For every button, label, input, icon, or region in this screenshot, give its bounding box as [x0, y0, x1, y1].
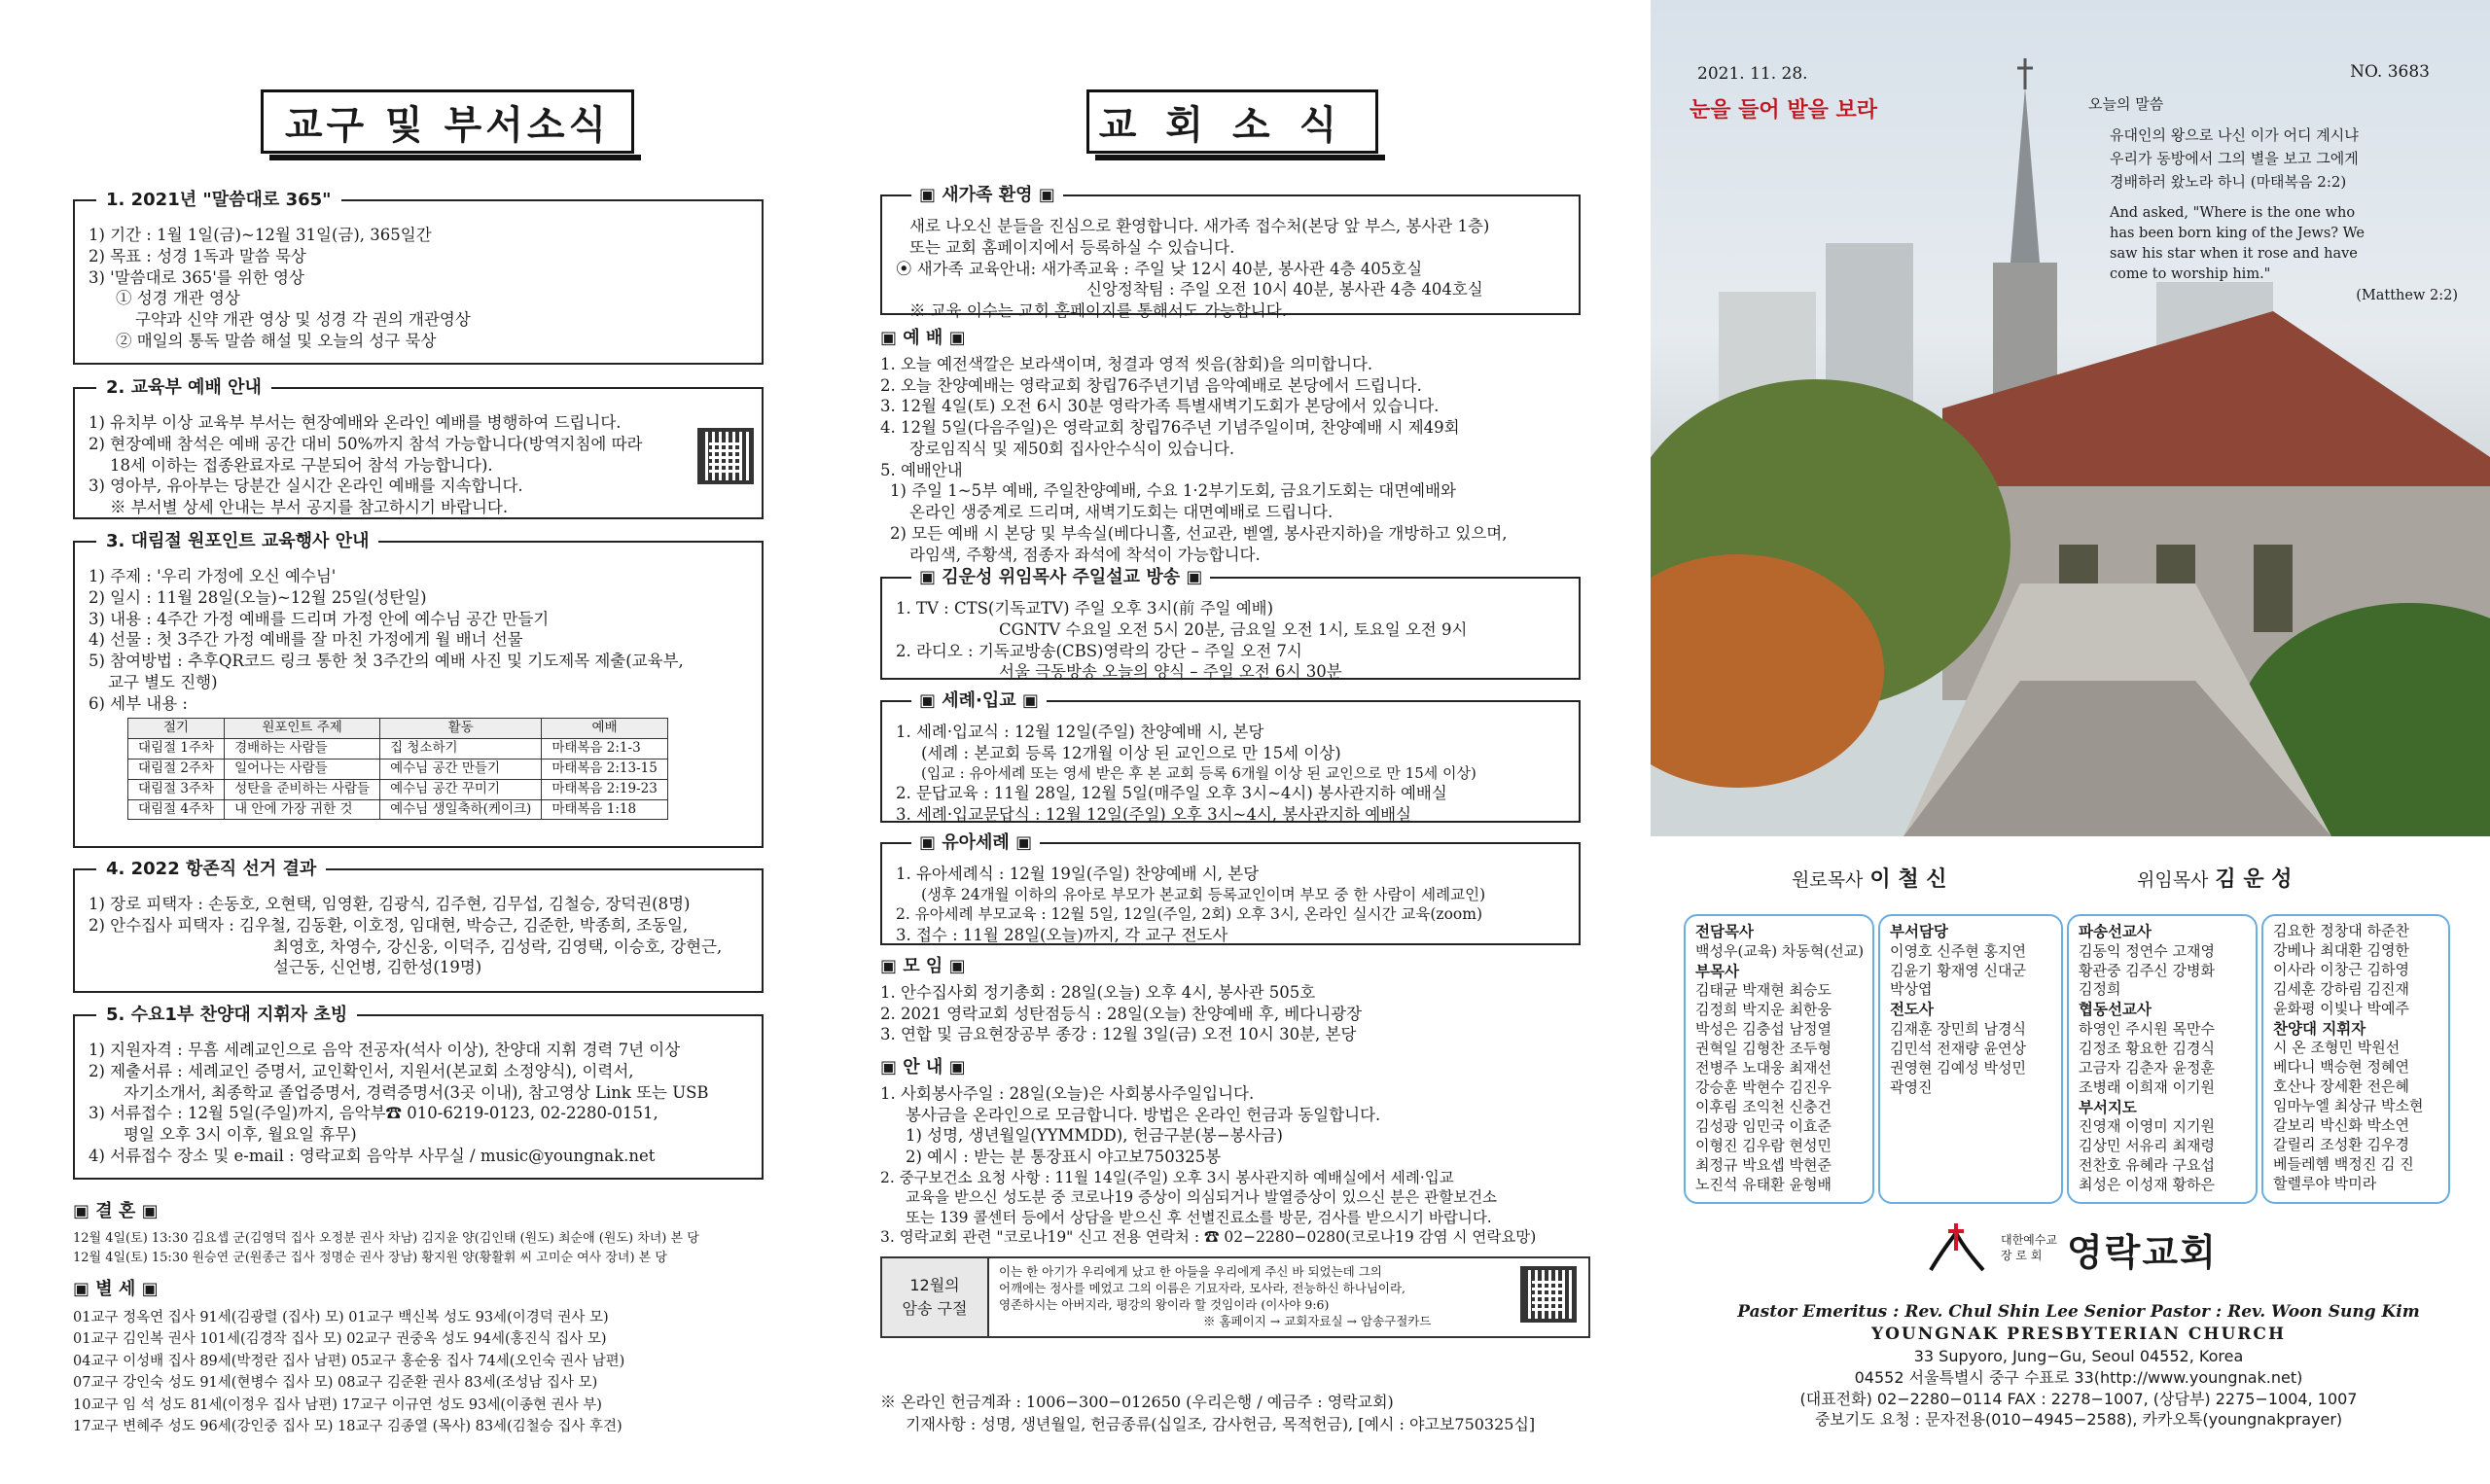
- text-line: 우리가 동방에서 그의 별을 보고 그에게: [2110, 150, 2359, 167]
- text-line: 온라인 생중계로 드리며, 새벽기도회는 대면예배로 드립니다.: [909, 503, 1334, 522]
- table-cell: 대림절 3주차: [128, 779, 225, 799]
- section-title: ▣ 별 세 ▣: [73, 1279, 159, 1299]
- section-meetings: [880, 955, 1590, 1045]
- text-line: 4. 12월 5일(다음주일)은 영락교회 창립76주년 기념주일이며, 찬양예배 시 제49회: [880, 418, 1460, 438]
- table-header: 활동: [380, 719, 542, 739]
- staff-names: 김재훈 장민희 남경식: [1890, 1020, 2026, 1039]
- staff-names: 베들레헴 백정진 김 진: [2273, 1154, 2414, 1173]
- table-cell: 대림절 2주차: [128, 759, 225, 779]
- section-broadcast: [880, 567, 1581, 682]
- section-title: 4. 2022 항존직 선거 결과: [96, 858, 326, 881]
- section-title: 5. 수요1부 찬양대 지휘자 초빙: [96, 1004, 357, 1027]
- section-title: ▣ 안 내 ▣: [880, 1057, 966, 1078]
- text-line: 3) '말씀대로 365'를 위한 영상: [89, 267, 304, 287]
- middle-column: [880, 0, 1590, 1484]
- logo-denomination: [2001, 1233, 2057, 1263]
- staff-names: 권영현 김예성 박성민: [1890, 1058, 2026, 1077]
- table-row: [128, 779, 668, 799]
- section-election: [73, 859, 764, 993]
- text-line: 봉사금을 온라인으로 모금합니다. 방법은 온라인 헌금과 동일합니다.: [906, 1105, 1381, 1124]
- text-line: 2. 문답교육 : 11월 28일, 12월 5일(매주일 오후 3시~4시) 봉사관지하 예배실: [896, 784, 1447, 803]
- staff-names: 권혁일 김형찬 조두형: [1695, 1039, 1832, 1057]
- staff-names: 이영호 신주현 홍지연: [1890, 941, 2026, 960]
- text-line: 교육을 받으신 성도분 중 코로나19 증상이 의심되거나 발열증상이 있으신 분은 관할보건소: [906, 1188, 1498, 1207]
- staff-names: 김민석 전재량 윤연상: [1890, 1039, 2026, 1057]
- church-logo: [1923, 1221, 2218, 1276]
- section-title: 3. 대림절 원포인트 교육행사 안내: [96, 530, 378, 553]
- staff-names: 김정희: [2079, 980, 2121, 999]
- text-line: 1. 사회봉사주일 : 28일(오늘)은 사회봉사주일입니다.: [880, 1083, 1255, 1103]
- label: 위임목사: [2137, 869, 2209, 891]
- text-line: saw his star when it rose and have: [2110, 246, 2358, 263]
- text-line: 1) 기간 : 1월 1일(금)~12월 31일(금), 365일간: [89, 226, 432, 244]
- text-line: 또는 139 콜센터 등에서 상담을 받으신 후 선별진료소를 방문, 검사를 받으시기 바랍니다.: [906, 1208, 1492, 1226]
- text-line: 영존하시는 아버지라, 평강의 왕이라 할 것임이라 (이사야 9:6): [999, 1296, 1330, 1312]
- staff-names: 김상민 서유리 최재령: [2079, 1137, 2215, 1155]
- section-newcomer: [880, 185, 1581, 321]
- issue-number: NO. 3683: [2350, 62, 2430, 82]
- staff-names: 곽영진: [1890, 1078, 1933, 1096]
- text-line: 1. TV : CTS(기독교TV) 주일 오후 3시(前 주일 예배): [896, 599, 1274, 618]
- staff-directory: [1684, 914, 2450, 1204]
- list-item: 01교구 정옥연 집사 91세(김광렬 (집사) 모) 01교구 백신복 성도 93세(이경덕 권사 모): [73, 1309, 609, 1325]
- text-line: 구약과 신약 개관 영상 및 성경 각 권의 개관영상: [135, 310, 471, 330]
- text-line: ※ 온라인 헌금계좌 : 1006−300−012650 (우리은행 / 예금주 : 영락교회): [880, 1393, 1394, 1411]
- table-cell: 마태복음 2:19-23: [542, 779, 668, 799]
- list-item: 07교구 강인숙 성도 91세(현병수 집사 모) 08교구 김준환 권사 83세(조성남 집사 모): [73, 1375, 598, 1392]
- text-line: 2. 중구보건소 요청 사항 : 11월 14일(주일) 오후 3시 봉사관지하 예배실에서 세례·입교: [880, 1168, 1454, 1186]
- section-notice: [880, 1056, 1590, 1248]
- staff-names: 김동익 정연수 고재영: [2079, 941, 2215, 960]
- text-line: 2) 제출서류 : 세례교인 증명서, 교인확인서, 지원서(본교회 소정양식), 이력서,: [89, 1061, 634, 1080]
- phone-info: (대표전화) 02−2280−0114 FAX : 2278−1007, (상담부) 2275−1004, 1007: [1799, 1389, 2358, 1408]
- table-cell: 성탄을 준비하는 사람들: [225, 779, 380, 799]
- staff-group: [1878, 914, 2063, 1204]
- text-line: 어깨에는 정사를 메었고 그의 이름은 기묘자라, 모사라, 전능하신 하나님이라,: [999, 1280, 1406, 1295]
- staff-names: 고금자 김춘자 윤정훈: [2079, 1058, 2215, 1077]
- church-photo: [1651, 0, 2490, 836]
- text-line: (생후 24개월 이하의 유아로 부모가 본교회 등록교인이며 부모 중 한 사람이 세례교인): [921, 885, 1486, 903]
- emeritus-pastor: [1792, 863, 1947, 893]
- staff-names: 조병래 이희재 이기원: [2079, 1078, 2215, 1096]
- text-line: 3. 접수 : 11월 28일(오늘)까지, 각 교구 전도사: [896, 925, 1228, 944]
- staff-names: 김요한 정창대 하준찬: [2273, 922, 2409, 939]
- section-worship: [880, 327, 1590, 565]
- offering-info: [880, 1391, 1535, 1435]
- staff-names: 갈릴리 조성환 김우경: [2273, 1135, 2409, 1153]
- section-advent-event: [73, 531, 764, 848]
- staff-group-title: 찬양대 지휘자: [2273, 1019, 2366, 1038]
- staff-group-title: 파송선교사: [2079, 923, 2152, 940]
- staff-group-title: 협동선교사: [2079, 1001, 2152, 1019]
- staff-names: 임마누엘 최상규 박소현: [2273, 1097, 2424, 1115]
- address-korean: 04552 서울특별시 중구 수표로 33(http://www.youngnak.net): [1854, 1367, 2303, 1387]
- staff-names: 김정희 박지운 최한웅: [1695, 1001, 1832, 1019]
- church-logo-icon: [1923, 1221, 1991, 1276]
- left-column: [58, 0, 759, 1484]
- spire-shape: [2010, 88, 2040, 263]
- pastors-english: Pastor Emeritus : Rev. Chul Shin Lee Senior Pastor : Rev. Woon Sung Kim: [1737, 1302, 2420, 1322]
- address-english: 33 Supyoro, Jung−Gu, Seoul 04552, Korea: [1913, 1347, 2244, 1366]
- table-cell: 일어나는 사람들: [225, 759, 380, 779]
- text-line: 3. 12월 4일(토) 오전 6시 30분 영락가족 특별새벽기도회가 본당에서 있습니다.: [880, 397, 1440, 416]
- text-line: has been born king of the Jews? We: [2110, 226, 2365, 242]
- name: 이 철 신: [1869, 867, 1947, 892]
- section-infant-baptism: [880, 832, 1581, 945]
- text-line: come to worship him.": [2110, 266, 2271, 283]
- list-item: 17교구 변혜주 성도 96세(강인중 집사 모) 18교구 김종열 (목사) 83세(김철승 집사 후견): [73, 1419, 622, 1435]
- text-line: 2) 모든 예배 시 본당 및 부속실(베다니홀, 선교관, 벧엘, 봉사관지하)을 개방하고 있으며,: [890, 523, 1508, 543]
- section-title: ▣ 김운성 위임목사 주일설교 방송 ▣: [911, 566, 1210, 589]
- text-line: 3) 영아부, 유아부는 당분간 실시간 온라인 예배를 지속합니다.: [89, 477, 523, 496]
- staff-names: 김태균 박재현 최승도: [1695, 981, 1832, 1000]
- label: 원로목사: [1792, 869, 1864, 891]
- text-line: 4) 서류접수 장소 및 e-mail : 영락교회 음악부 사무실 / music@youngnak.net: [89, 1146, 656, 1165]
- staff-group-title: 전도사: [1890, 1001, 1934, 1019]
- text-line: CGNTV 수요일 오전 5시 20분, 금요일 오전 1시, 토요일 오전 9시: [999, 619, 1468, 639]
- memory-verse-text: [989, 1258, 1588, 1336]
- staff-names: 시 온 조형민 박원선: [2273, 1039, 2401, 1057]
- wedding-section: [73, 1192, 773, 1268]
- section-title: ▣ 결 혼 ▣: [73, 1201, 159, 1221]
- text-line: 1. 유아세례식 : 12월 19일(주일) 찬양예배 시, 본당: [896, 865, 1260, 883]
- middle-header: 교회소식: [1086, 89, 1378, 154]
- table-header: 원포인트 주제: [225, 719, 380, 739]
- section-conductor: [73, 1005, 764, 1180]
- text-line: 평일 오후 3시 이후, 월요일 휴무): [124, 1125, 357, 1145]
- text-line: 2. 오늘 찬양예배는 영락교회 창립76주년기념 음악예배로 본당에서 드립니다.: [880, 375, 1422, 395]
- table-cell: 예수님 생일축하(케이크): [380, 799, 542, 820]
- staff-names: 백성우(교육) 차동혁(선교): [1695, 941, 1865, 960]
- table-row: [128, 739, 668, 760]
- staff-names: 박상엽: [1890, 980, 1933, 999]
- left-header: 교구 및 부서소식: [261, 89, 634, 154]
- memory-verse-box: [880, 1256, 1590, 1338]
- staff-names: 강베나 최대환 김영한: [2273, 940, 2409, 959]
- table-cell: 마태복음 2:13-15: [542, 759, 668, 779]
- staff-names: 호산나 장세환 전은혜: [2273, 1078, 2409, 1096]
- text-line: 서울 극동방송 오늘의 양식 – 주일 오전 6시 30분: [999, 662, 1342, 682]
- section-education-worship: [73, 377, 764, 519]
- staff-names: 최성은 이성재 황하은: [2079, 1176, 2215, 1194]
- staff-names: 진영재 이영미 지기원: [2079, 1117, 2215, 1136]
- memory-label-line: 12월의: [909, 1276, 960, 1294]
- church-english-name: YOUNGNAK PRESBYTERIAN CHURCH: [1870, 1325, 2287, 1345]
- qr-code-icon[interactable]: [697, 428, 754, 484]
- church-footer: [1680, 1301, 2477, 1431]
- verse-reference: (Matthew 2:2): [2356, 288, 2458, 304]
- right-column: [1651, 0, 2490, 1484]
- text-line: 1. 오늘 예전색깔은 보라색이며, 청결과 영적 씻음(참회)을 의미합니다.: [880, 354, 1373, 373]
- text-line: 1) 주제 : '우리 가정에 오신 예수님': [89, 567, 337, 585]
- text-line: 경배하러 왔노라 하니 (마태복음 2:2): [2110, 173, 2347, 191]
- staff-group: [2067, 914, 2258, 1204]
- text-line: 이는 한 아기가 우리에게 났고 한 아들을 우리에게 주신 바 되었는데 그의: [999, 1264, 1382, 1279]
- text-line: (입교 : 유아세례 또는 영세 받은 후 본 교회 등록 6개월 이상 된 교인으로 만 15세 이상): [921, 763, 1476, 782]
- table-cell: 마태복음 2:1-3: [542, 739, 668, 760]
- staff-names: 전찬호 유혜라 구요섭: [2079, 1156, 2215, 1175]
- staff-names: 노진석 유태환 윤형배: [1695, 1175, 1832, 1193]
- obituary-section: [73, 1270, 773, 1438]
- staff-names: 김윤기 황재영 신대군: [1890, 961, 2026, 979]
- memory-label-line: 암송 구절: [902, 1299, 968, 1318]
- staff-names: 할렐루야 박미라: [2273, 1174, 2377, 1192]
- section-title: ▣ 유아세례 ▣: [911, 831, 1040, 855]
- memory-verse-label: [882, 1258, 989, 1336]
- staff-names: 이후림 조익천 신충건: [1695, 1097, 1832, 1115]
- text-line: 신앙정착팀 : 주일 오전 10시 40분, 봉사관 4층 404호실: [1086, 280, 1483, 300]
- list-item: 01교구 김인복 권사 101세(김경작 집사 모) 02교구 권중옥 성도 94세(홍진식 집사 모): [73, 1331, 607, 1348]
- text-line: 1) 지원자격 : 무흠 세례교인으로 음악 전공자(석사 이상), 찬양대 지휘 경력 7년 이상: [89, 1041, 681, 1059]
- text-line: 2. 유아세례 부모교육 : 12월 5일, 12일(주일, 2회) 오후 3시, 온라인 실시간 교육(zoom): [896, 905, 1482, 924]
- text-line: 교구 별도 진행): [108, 672, 218, 691]
- text-line: 2) 일시 : 11월 28일(오늘)~12월 25일(성탄일): [89, 587, 427, 607]
- table-cell: 대림절 1주차: [128, 739, 225, 760]
- text-line: 5. 예배안내: [880, 460, 963, 479]
- staff-group-title: 부서지도: [2079, 1098, 2137, 1116]
- name: 김 운 성: [2215, 867, 2293, 892]
- text-line: 4) 선물 : 첫 3주간 가정 예배를 잘 마친 가정에게 월 배너 선물: [89, 630, 523, 650]
- text-line: 또는 교회 홈페이지에서 등록하실 수 있습니다.: [909, 237, 1235, 257]
- section-title: ▣ 예 배 ▣: [880, 328, 966, 348]
- text-line: 1) 주일 1~5부 예배, 주일찬양예배, 수요 1·2부기도회, 금요기도회는 대면예배와: [890, 481, 1456, 501]
- section-title: 2. 교육부 예배 안내: [96, 376, 271, 400]
- table-cell: 경배하는 사람들: [225, 739, 380, 760]
- text-line: 장로임직식 및 제50회 집사안수식이 있습니다.: [909, 439, 1235, 458]
- verse-label: 오늘의 말씀: [2088, 95, 2164, 113]
- logo-text: 대한예수교: [2001, 1233, 2057, 1248]
- staff-names: 갈보리 박신화 박소연: [2273, 1116, 2409, 1135]
- text-line: 2) 안수집사 피택자 : 김우철, 김동환, 이호정, 임대현, 박승근, 김준한, 박종희, 조동일,: [89, 915, 689, 935]
- staff-group-title: 부서담당: [1890, 923, 1948, 940]
- table-cell: 집 청소하기: [380, 739, 542, 760]
- text-line: 2) 현장예배 참석은 예배 공간 대비 50%까지 참석 가능합니다(방역지침에 따라: [89, 434, 643, 453]
- text-line: 5) 참여방법 : 추후QR코드 링크 통한 첫 3주간의 예배 사진 및 기도제목 제출(교육부,: [89, 652, 684, 671]
- staff-group: [2261, 914, 2450, 1204]
- list-item: 04교구 이성배 집사 89세(박정란 집사 남편) 05교구 홍순웅 집사 74세(오인숙 권사 남편): [73, 1353, 625, 1369]
- text-line: ※ 부서별 상세 안내는 부서 공지를 참고하시기 바랍니다.: [110, 498, 509, 517]
- staff-names: 김세훈 강하림 김진재: [2273, 979, 2409, 998]
- staff-names: 황관중 김주신 강병화: [2079, 961, 2215, 979]
- staff-names: 전병주 노대웅 최재선: [1695, 1058, 1832, 1077]
- text-line: (세례 : 본교회 등록 12개월 이상 된 교인으로 만 15세 이상): [921, 743, 1341, 762]
- staff-names: 박성은 김충섭 남정열: [1695, 1020, 1832, 1039]
- prayer-request: 중보기도 요청 : 문자전용(010−4945−2588), 카카오톡(youngnakprayer): [1814, 1410, 2343, 1430]
- staff-names: 최정규 박요셉 박현준: [1695, 1155, 1832, 1174]
- text-line: 유대인의 왕으로 나신 이가 어디 계시냐: [2110, 126, 2359, 144]
- text-line: 2. 라디오 : 기독교방송(CBS)영락의 강단 – 주일 오전 7시: [896, 641, 1302, 660]
- staff-names: 김정조 황요한 김경식: [2079, 1039, 2215, 1057]
- staff-names: 이사라 이창근 김하영: [2273, 960, 2409, 978]
- table-cell: 내 안에 가장 귀한 것: [225, 799, 380, 820]
- list-item: 12월 4일(토) 15:30 원승연 군(원종근 집사 정명순 권사 장남) 황지원 양(황활휘 씨 고미순 여사 장녀) 본 당: [73, 1251, 667, 1266]
- text-line: 3. 영락교회 관련 "코로나19" 신고 전용 연락처 : ☎ 02−2280−0280(코로나19 감염 시 연락요망): [880, 1228, 1537, 1247]
- logo-text: 장 로 회: [2001, 1249, 2043, 1262]
- text-line: 기재사항 : 성명, 생년월일, 헌금종류(십일조, 감사헌금, 목적헌금), [예시 : 야고보750325십]: [906, 1415, 1536, 1434]
- table-cell: 예수님 공간 만들기: [380, 759, 542, 779]
- window-shape: [2254, 545, 2293, 632]
- text-line: ⦿ 새가족 교육안내: 새가족교육 : 주일 낮 12시 40분, 봉사관 4층 405호실: [896, 259, 1423, 278]
- text-line: 1) 장로 피택자 : 손동호, 오현택, 임영환, 김광식, 김주현, 김무섭, 김철승, 장덕권(8명): [89, 895, 691, 913]
- theme-title: 눈을 들어 밭을 보라: [1690, 98, 1877, 123]
- table-row: [128, 799, 668, 820]
- table-header: 절기: [128, 719, 225, 739]
- text-line: 1. 안수집사회 정기총회 : 28일(오늘) 오후 4시, 봉사관 505호: [880, 982, 1316, 1002]
- table-cell: 마태복음 1:18: [542, 799, 668, 820]
- todays-verse: [2088, 92, 2477, 307]
- table-header: 예배: [542, 719, 668, 739]
- section-365: [73, 190, 764, 365]
- table-row: [128, 759, 668, 779]
- list-item: 12월 4일(토) 13:30 김요셉 군(김영덕 집사 오정분 권사 차남) 김지윤 양(김인태 (원도) 최순애 (원도) 차녀) 본 당: [73, 1230, 699, 1246]
- staff-names: 윤화평 이빛나 박예주: [2273, 999, 2409, 1017]
- senior-pastor: [2137, 863, 2293, 893]
- advent-table: [127, 718, 668, 820]
- staff-group-title: 전담목사: [1695, 923, 1754, 940]
- text-line: 3) 내용 : 4주간 가정 예배를 드리며 가정 안에 예수님 공간 만들기: [89, 609, 550, 628]
- text-line: 3) 서류접수 : 12월 5일(주일)까지, 음악부☎ 010-6219-0123, 02-2280-0151,: [89, 1104, 658, 1123]
- list-item: 10교구 임 석 성도 81세(이정우 집사 남편) 17교구 이규연 성도 93세(이종현 권사 부): [73, 1396, 602, 1413]
- text-line: 1) 유치부 이상 교육부 부서는 현장예배와 온라인 예배를 병행하여 드립니다.: [89, 413, 622, 432]
- text-line: 라임색, 주황색, 점종자 좌석에 착석이 가능합니다.: [909, 545, 1261, 564]
- section-baptism: [880, 690, 1581, 825]
- section-title: ▣ 모 임 ▣: [880, 956, 966, 976]
- section-title: ▣ 세례·입교 ▣: [911, 689, 1047, 713]
- text-line: ② 매일의 통독 말씀 해설 및 오늘의 성구 묵상: [116, 331, 437, 350]
- text-line: 설근동, 신언병, 김한성(19명): [273, 958, 482, 977]
- text-line: 자기소개서, 최종학교 졸업증명서, 경력증명서(3곳 이내), 참고영상 Link 또는 USB: [124, 1082, 709, 1102]
- staff-names: 하영인 주시원 목만수: [2079, 1020, 2215, 1039]
- logo-name: 영락교회: [2066, 1230, 2218, 1274]
- section-title: 1. 2021년 "말씀대로 365": [96, 189, 341, 212]
- staff-names: 김성광 임민국 이효준: [1695, 1116, 1832, 1135]
- staff-names: 이형진 김우람 현성민: [1695, 1136, 1832, 1154]
- table-cell: 예수님 공간 꾸미기: [380, 779, 542, 799]
- text-line: 새로 나오신 분들을 진심으로 환영합니다. 새가족 접수처(본당 앞 부스, 봉사관 1층): [909, 217, 1490, 235]
- text-line: ① 성경 개관 영상: [116, 289, 240, 308]
- text-line: 3. 세례·입교문답식 : 12월 12일(주일) 오후 3시~4시, 봉사관지하 예배실: [896, 805, 1412, 825]
- text-line: ※ 교육 이수는 교회 홈페이지를 통해서도 가능합니다.: [909, 301, 1287, 321]
- text-line: 2. 2021 영락교회 성탄점등식 : 28일(오늘) 찬양예배 후, 베다니광장: [880, 1004, 1363, 1023]
- text-line: 최영호, 차영수, 강신웅, 이덕주, 김성락, 김영택, 이승호, 강현근,: [273, 936, 723, 956]
- text-line: And asked, "Where is the one who: [2110, 205, 2356, 221]
- text-line: 6) 세부 내용 :: [89, 693, 188, 713]
- text-line: 2) 목표 : 성경 1독과 말씀 묵상: [89, 246, 306, 265]
- text-line: 18세 이하는 접종완료자로 구분되어 참석 가능합니다).: [110, 455, 493, 475]
- staff-names: 강승훈 박현수 김진우: [1695, 1078, 1832, 1096]
- text-line: 1) 성명, 생년월일(YYMMDD), 헌금구분(봉−봉사금): [906, 1126, 1283, 1146]
- section-title: ▣ 새가족 환영 ▣: [911, 184, 1063, 207]
- issue-date: 2021. 11. 28.: [1697, 64, 1808, 84]
- text-line: ※ 홈페이지 → 교회자료실 → 암송구절카드: [1203, 1313, 1432, 1328]
- text-line: 2) 예시 : 받는 분 통장표시 야고보750325봉: [906, 1148, 1222, 1167]
- staff-group-title: 부목사: [1695, 962, 1739, 980]
- text-line: 3. 연합 및 금요현장공부 종강 : 12월 3일(금) 오전 10시 30분, 본당: [880, 1025, 1357, 1044]
- staff-names: 베다니 백승현 정혜연: [2273, 1058, 2409, 1077]
- text-line: 1. 세례·입교식 : 12월 12일(주일) 찬양예배 시, 본당: [896, 723, 1264, 741]
- staff-group: [1684, 914, 1874, 1204]
- table-cell: 대림절 4주차: [128, 799, 225, 820]
- qr-code-icon[interactable]: [1520, 1266, 1577, 1323]
